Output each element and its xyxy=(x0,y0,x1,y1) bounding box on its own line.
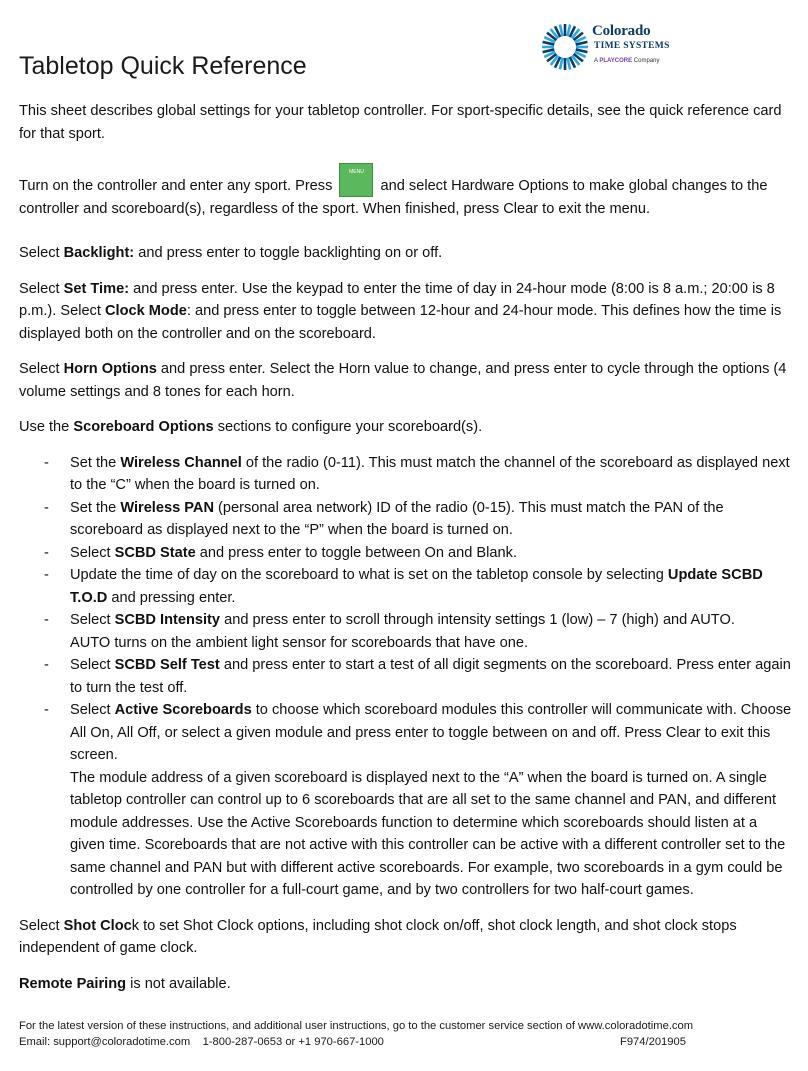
shot-clock-paragraph: Select Shot Clock to set Shot Clock options, including shot clock on/off, shot clock length, and shot clock stops independent of game clock. xyxy=(19,917,737,956)
set-time-paragraph: Select Set Time: and press enter. Use the keypad to enter the time of day in 24-hour mode (8:00 is 8 a.m.; 20:00 is 8 p.m.). Select Clock Mode: and press enter to toggle between 12-hour and 24-hour mode. This defines how the time is displayed both on the controller and on the scoreboard. xyxy=(19,280,782,342)
logo-tagline: A PLAYCORE Company xyxy=(594,58,660,64)
logo-word-time-systems: TIME SYSTEMS xyxy=(594,41,670,51)
sunburst-logo-icon xyxy=(540,22,590,72)
intro-paragraph: This sheet describes global settings for your tabletop controller. For sport-specific details, see the quick reference card for that sport. xyxy=(19,103,782,142)
menu-instructions: Turn on the controller and enter any sport. Press MENU and select Hardware Options to make global changes to the controller and scoreboard(s), regardless of the sport. When finished, press Clear to exit the menu. xyxy=(19,163,793,220)
remote-pairing-paragraph: Remote Pairing is not available. xyxy=(19,975,231,992)
list-item: - Select SCBD Intensity and press enter to scroll through intensity settings 1 (low) – 7 (high) and AUTO. AUTO turns on the ambient light sensor for scoreboards that have one. xyxy=(44,612,735,651)
logo-word-colorado: Colorado xyxy=(592,23,651,39)
footer-contact-line xyxy=(19,1034,779,1050)
scoreboard-options-list xyxy=(19,452,793,902)
scoreboard-options-paragraph: Use the Scoreboard Options sections to configure your scoreboard(s). xyxy=(19,419,483,435)
page-title: Tabletop Quick Reference xyxy=(19,52,307,80)
list-item: - Select Active Scoreboards to choose which scoreboard modules this controller will communicate with. Choose All On, All Off, or select a given module and press enter to toggle between on and off. Press Clear to exit this screen. The module address of a given scoreboard is displayed next to the “A” when the board is turned on. A single tabletop controller can control up to 6 scoreboards that are all set to the same channel and PAN, and different module addresses. Use the Active Scoreboards function to determine which scoreboards should listen at a given time. Scoreboards that are not active with this controller can be active with a different controller set to the same channel and PAN but with different active scoreboards. For example, two scoreboards in a gym could be controlled by one controller for a full-court game, and by two controllers for two half-court games. xyxy=(44,702,792,898)
menu-key-icon: MENU xyxy=(339,163,373,197)
list-item: - Select SCBD State and press enter to toggle between On and Blank. xyxy=(44,544,517,561)
footer-contact: Email: support@coloradotime.com 1-800-287-0653 or +1 970-667-1000 xyxy=(19,1036,384,1048)
company-logo xyxy=(538,20,678,74)
backlight-paragraph: Select Backlight: and press enter to toggle backlighting on or off. xyxy=(19,245,443,261)
list-item: - Set the Wireless PAN (personal area network) ID of the radio (0-15). This must match the PAN of the scoreboard as displayed next to the “P” when the board is turned on. xyxy=(44,499,724,538)
form-number: F974/201905 xyxy=(620,1036,686,1048)
horn-options-paragraph: Select Horn Options and press enter. Select the Horn value to change, and press enter to cycle through the options (4 volume settings and 8 tones for each horn. xyxy=(19,361,787,400)
footer-website-line: For the latest version of these instructions, and additional user instructions, go to the customer service section of www.coloradotime.com xyxy=(19,1020,694,1032)
list-item: - Select SCBD Self Test and press enter to start a test of all digit segments on the scoreboard. Press enter again to turn the test off. xyxy=(44,657,791,696)
document-body xyxy=(19,100,793,995)
page-footer xyxy=(19,1018,779,1050)
list-item: - Update the time of day on the scoreboard to what is set on the tabletop console by selecting Update SCBD T.O.D and pressing enter. xyxy=(44,567,763,606)
list-item: - Set the Wireless Channel of the radio (0-11). This must match the channel of the scoreboard as displayed next to the “C” when the board is turned on. xyxy=(44,454,790,493)
